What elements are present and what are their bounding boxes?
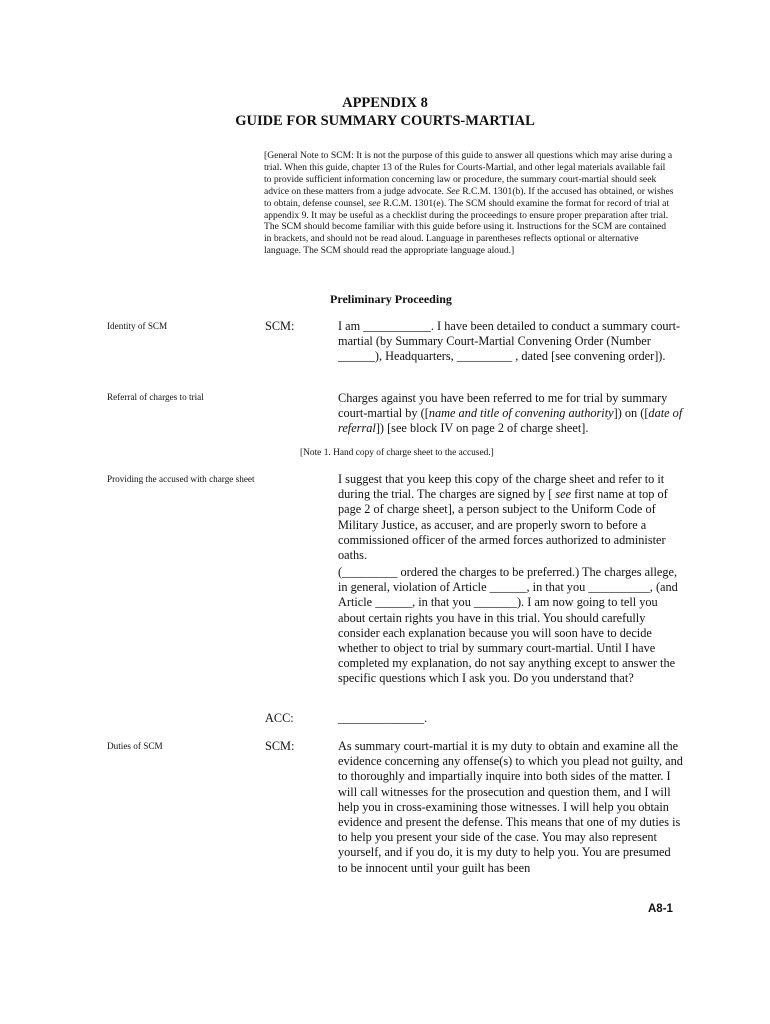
general-note: [General Note to SCM: It is not the purpose of this guide to answer all questions which may arise during a trial. When this guide, chapter 13 of the Rules for Courts-Martial, and other legal materials available fail to provide sufficient information concerning law or procedure, the summary court-martial should seek advice on these matters from a judge advocate. See R.C.M. 1301(b). If the accused has obtained, or wishes to obtain, defense counsel, see R.C.M. 1301(e). The SCM should examine the format for record of trial at appendix 9. It may be useful as a checklist during the proceedings to ensure proper preparation after trial. The SCM should become familiar with this guide before using it. Instructions for the SCM are contained in brackets, and should not be read aloud. Language in parentheses reflects optional or alternative language. The SCM should read the appropriate language aloud.] <box>264 150 674 257</box>
speaker-acc: ACC: <box>265 711 294 725</box>
paragraph-preferred: (_________ ordered the charges to be preferred.) The charges allege, in general, violation of Article ______, in that you __________, (and Article ______, in that you _______). I am now going to tell you about certain rights you have in this trial. You should carefully consider each explanation because you will soon have to decide whether to object to trial by summary court-martial. Until I have completed my explanation, do not say anything except to answer the specific questions which I ask you. Do you understand that? <box>338 565 678 686</box>
appendix-title: APPENDIX 8 <box>342 95 428 111</box>
paragraph-identity: I am ___________. I have been detailed to conduct a summary court-martial (by Summary Court-Martial Convening Order (Number ______), Headquarters, _________ , dated [see convening order]). <box>338 319 681 364</box>
paragraph-referral: Charges against you have been referred to me for trial by summary court-martial by ([name and title of convening authority]) on ([date of referral]) [see block IV on page 2 of charge sheet]. <box>338 391 683 436</box>
note-hand-copy: [Note 1. Hand copy of charge sheet to the accused.] <box>300 448 494 458</box>
guide-title: GUIDE FOR SUMMARY COURTS-MARTIAL <box>235 113 535 129</box>
margin-label-identity: Identity of SCM <box>107 321 168 331</box>
speaker-scm-duties: SCM: <box>265 739 295 753</box>
paragraph-duties: As summary court-martial it is my duty to obtain and examine all the evidence concerning any offense(s) to which you plead not guilty, and to thoroughly and impartially inquire into both sides of the matter. I will call witnesses for the prosecution and question them, and I will help you in cross-examining those witnesses. I will help you obtain evidence and present the defense. This means that one of my duties is to help you present your side of the case. You may also represent yourself, and if you do, it is my duty to help you. You are presumed to be innocent until your guilt has been <box>338 739 683 875</box>
speaker-scm: SCM: <box>265 319 295 333</box>
acc-answer: ______________. <box>338 711 428 725</box>
paragraph-providing: I suggest that you keep this copy of the charge sheet and refer to it during the trial. The charges are signed by [ see first name at top of page 2 of charge sheet], a person subject to the Uniform Code of Military Justice, as accuser, and are properly sworn to before a commissioned officer of the armed forces authorized to administer oaths. <box>338 472 668 563</box>
margin-label-referral: Referral of charges to trial <box>107 392 204 402</box>
section-heading: Preliminary Proceeding <box>330 292 452 306</box>
page-number: A8-1 <box>648 903 673 915</box>
margin-label-providing: Providing the accused with charge sheet <box>107 474 255 484</box>
margin-label-duties: Duties of SCM <box>107 741 163 751</box>
